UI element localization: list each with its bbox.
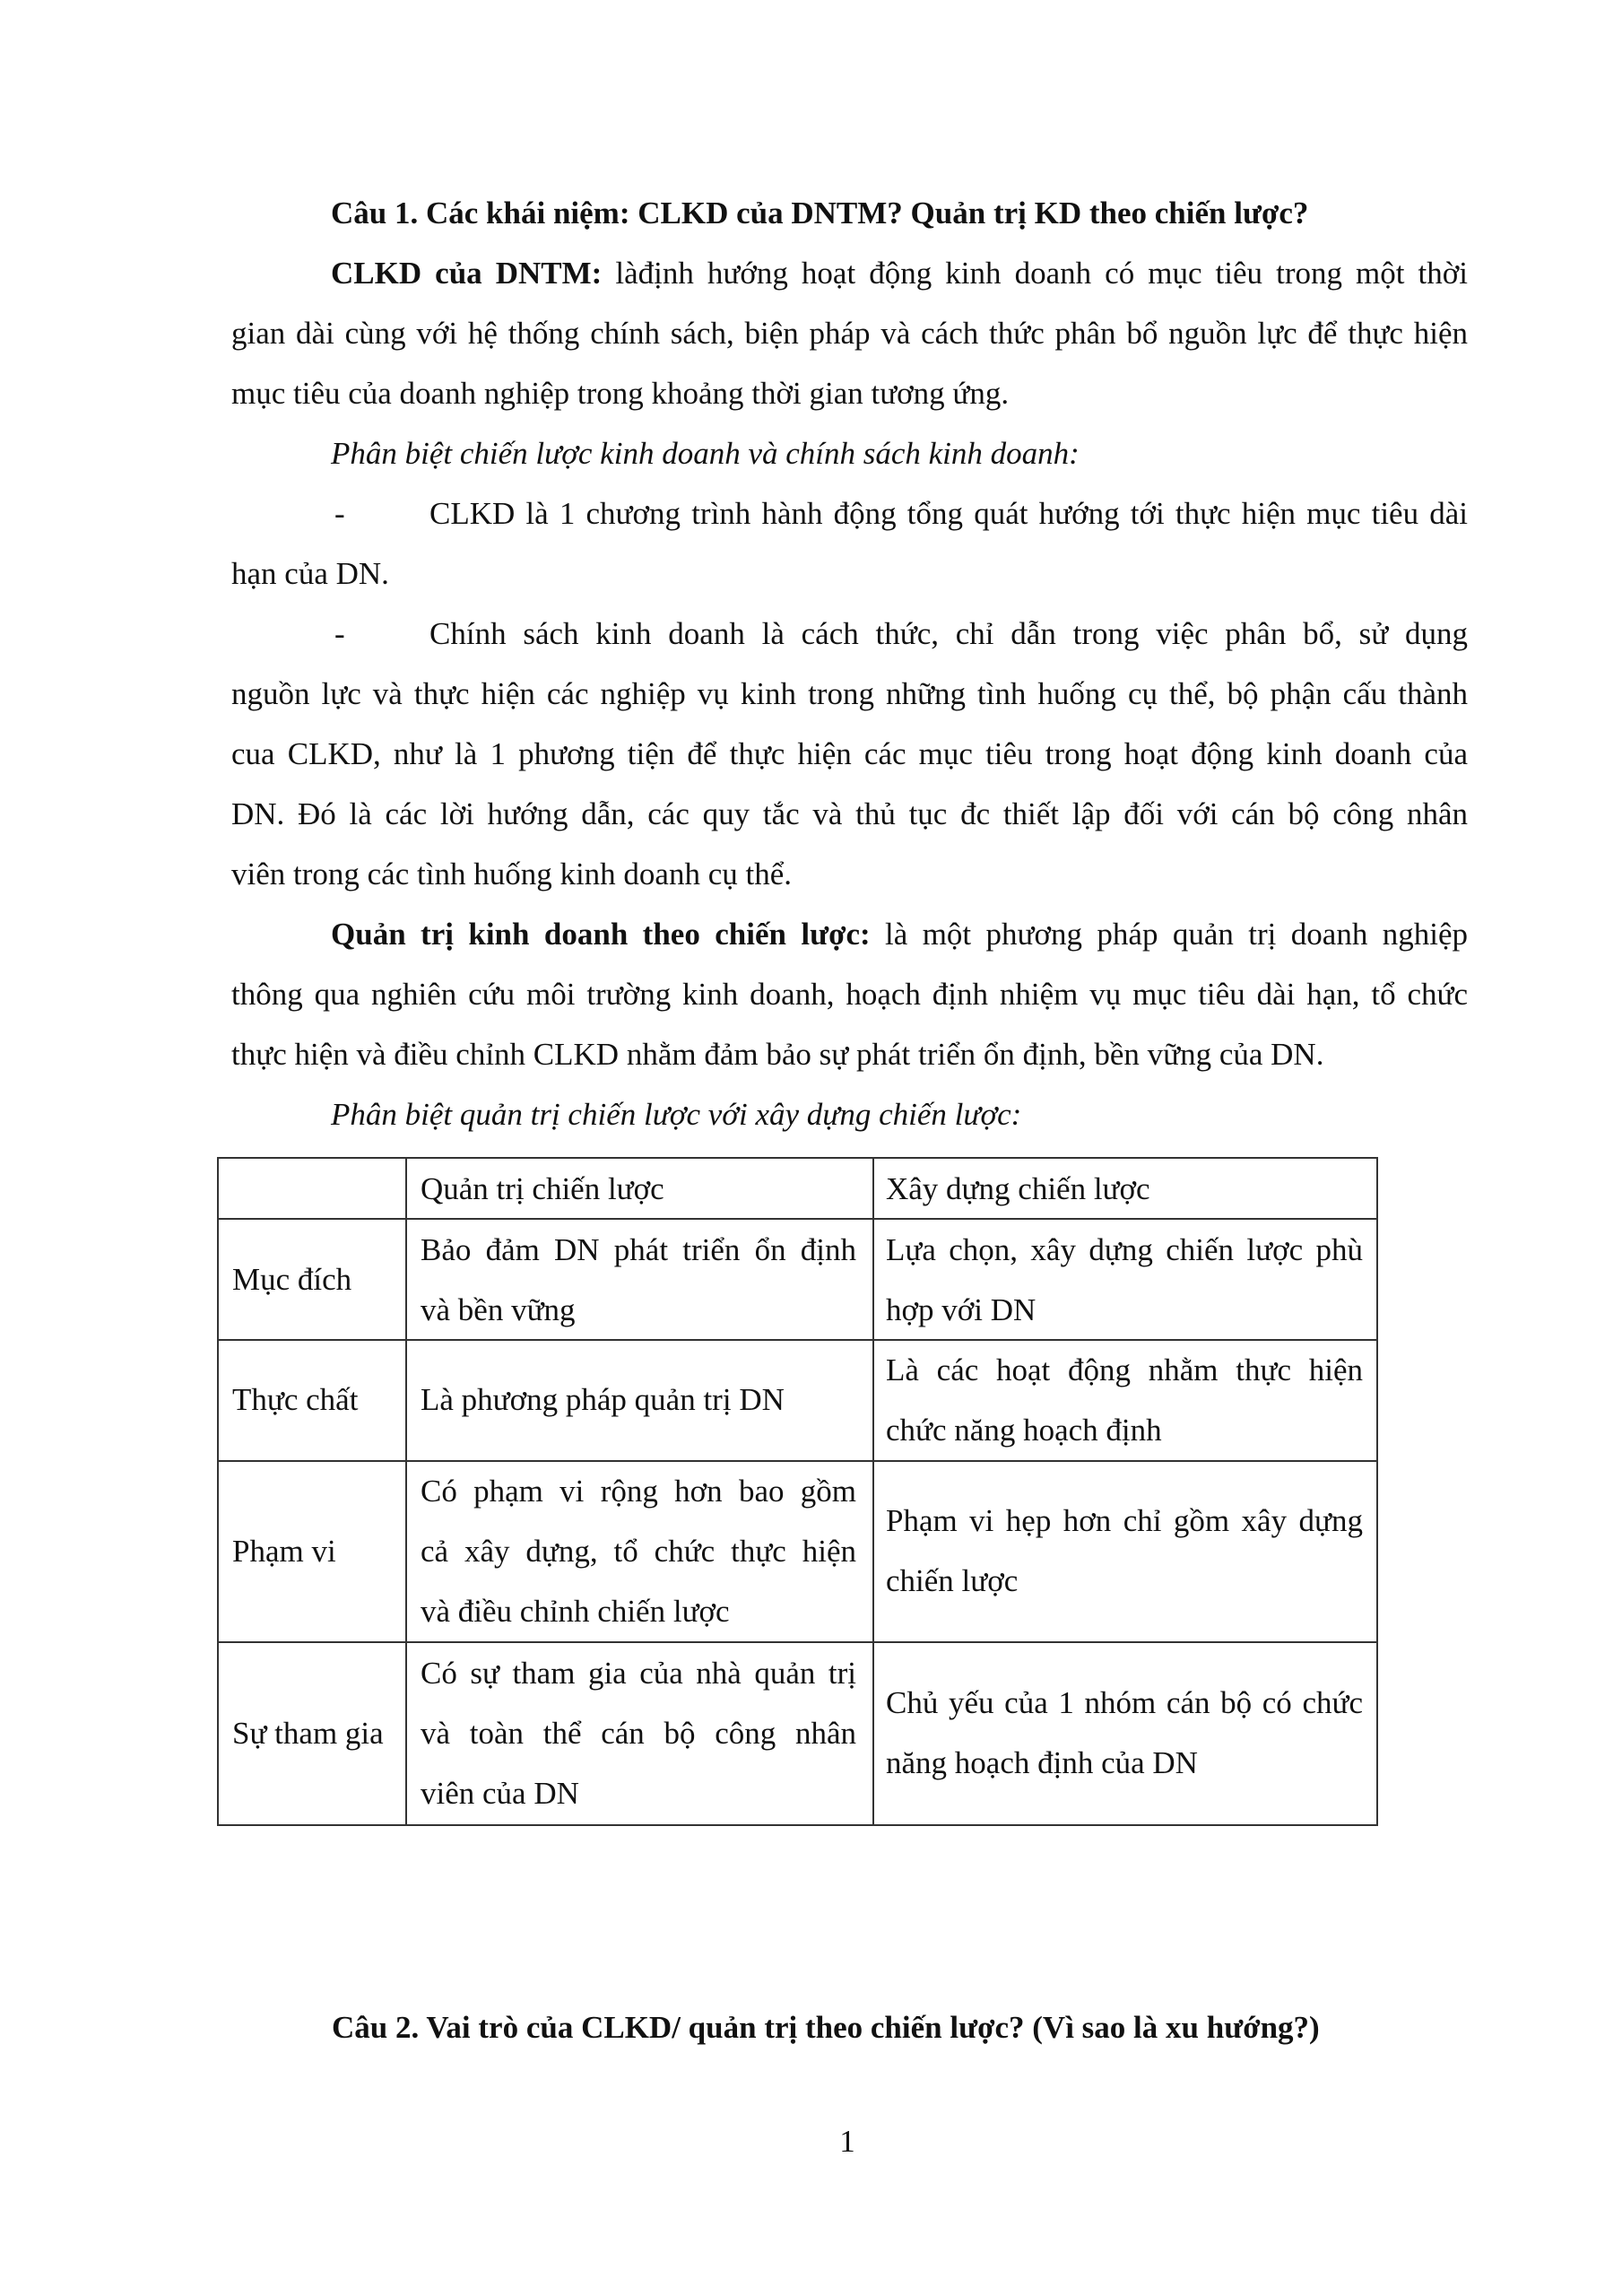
table-header-cell: Xây dựng chiến lược [886, 1171, 1150, 1206]
clkd-definition-line [331, 257, 1468, 293]
qtkd-term: Quản trị kinh doanh theo chiến lược: [331, 918, 871, 952]
table-cell-line: chiến lược [886, 1563, 1019, 1598]
bullet1-line: CLKD là 1 chương trình hành động tổng quát hướng tới thực hiện mục tiêu dài [429, 498, 1468, 531]
qtkd-definition-line: thông qua nghiên cứu môi trường kinh doanh, hoạch định nhiệm vụ mục tiêu dài hạn, tổ chức [231, 978, 1468, 1012]
bullet2-line: cua CLKD, như là 1 phương tiện để thực hiện các mục tiêu trong hoạt động kinh doanh của [231, 738, 1468, 771]
page-number: 1 [839, 2124, 855, 2159]
clkd-definition-text: làđịnh hướng hoạt động kinh doanh có mục tiêu trong một thời [602, 257, 1468, 291]
table-cell-line: Có phạm vi rộng hơn bao gồm [421, 1475, 856, 1509]
table-cell-line: và bền vững [421, 1292, 576, 1327]
bullet-marker: - [334, 616, 345, 651]
table-cell-line: Bảo đảm DN phát triển ổn định [421, 1234, 856, 1267]
table-cell-line: hợp với DN [886, 1292, 1037, 1327]
table-row-label: Phạm vi [232, 1534, 336, 1569]
clkd-definition-line: mục tiêu của doanh nghiệp trong khoảng thời gian tương ứng. [231, 376, 1010, 411]
table-row-label: Sự tham gia [232, 1716, 384, 1751]
qtkd-definition-line [331, 918, 1468, 954]
table-row-divider [217, 1339, 1378, 1341]
bullet2-line: Chính sách kinh doanh là cách thức, chỉ dẫn trong việc phân bổ, sử dụng [429, 618, 1468, 651]
table-row-divider [217, 1460, 1378, 1462]
bullet1-line: hạn của DN. [231, 556, 389, 591]
table-cell-line: Lựa chọn, xây dựng chiến lược phù [886, 1234, 1363, 1267]
table-cell-line: Phạm vi hẹp hơn chỉ gồm xây dựng [886, 1505, 1363, 1538]
distinguish-heading-1: Phân biệt chiến lược kinh doanh và chính sách kinh doanh: [331, 436, 1080, 471]
bullet2-line: DN. Đó là các lời hướng dẫn, các quy tắc và thủ tục đc thiết lập đối với cán bộ công nhân [231, 798, 1468, 831]
table-row-divider [217, 1641, 1378, 1643]
table-row-label: Thực chất [232, 1382, 359, 1417]
table-header-cell: Quản trị chiến lược [421, 1171, 664, 1206]
table-cell-line: cả xây dựng, tổ chức thực hiện [421, 1535, 856, 1569]
table-cell-line: viên của DN [421, 1776, 579, 1811]
table-cell-line: và điều chỉnh chiến lược [421, 1594, 730, 1629]
qtkd-definition-text: là một phương pháp quản trị doanh nghiệp [870, 918, 1468, 952]
clkd-term: CLKD của DNTM: [331, 257, 603, 291]
table-cell-line: năng hoạch định của DN [886, 1745, 1198, 1780]
question2-title: Câu 2. Vai trò của CLKD/ quản trị theo chiến lược? (Vì sao là xu hướng?) [332, 2010, 1320, 2045]
qtkd-definition-line: thực hiện và điều chỉnh CLKD nhằm đảm bảo sự phát triển ổn định, bền vững của DN. [231, 1037, 1324, 1072]
bullet-marker: - [334, 496, 345, 531]
question1-title: Câu 1. Các khái niệm: CLKD của DNTM? Quản trị KD theo chiến lược? [331, 196, 1309, 230]
table-row-divider [217, 1218, 1378, 1220]
table-cell-line: và toàn thể cán bộ công nhân [421, 1718, 856, 1751]
clkd-definition-line: gian dài cùng với hệ thống chính sách, biện pháp và cách thức phân bổ nguồn lực để thực hiện [231, 317, 1468, 351]
table-row-label: Mục đích [232, 1262, 352, 1297]
table-column-divider [872, 1157, 874, 1826]
bullet2-line: nguồn lực và thực hiện các nghiệp vụ kinh trong những tình huống cụ thể, bộ phận cấu thành [231, 678, 1468, 711]
table-cell-line: Là các hoạt động nhằm thực hiện [886, 1354, 1363, 1387]
distinguish-heading-2: Phân biệt quản trị chiến lược với xây dựng chiến lược: [331, 1097, 1022, 1132]
table-cell-line: chức năng hoạch định [886, 1413, 1162, 1448]
table-cell-line: Có sự tham gia của nhà quản trị [421, 1657, 856, 1691]
table-cell-line: Là phương pháp quản trị DN [421, 1382, 785, 1417]
table-cell-line: Chủ yếu của 1 nhóm cán bộ có chức [886, 1687, 1363, 1720]
bullet2-line: viên trong các tình huống kinh doanh cụ thể. [231, 857, 792, 891]
table-column-divider [405, 1157, 407, 1826]
